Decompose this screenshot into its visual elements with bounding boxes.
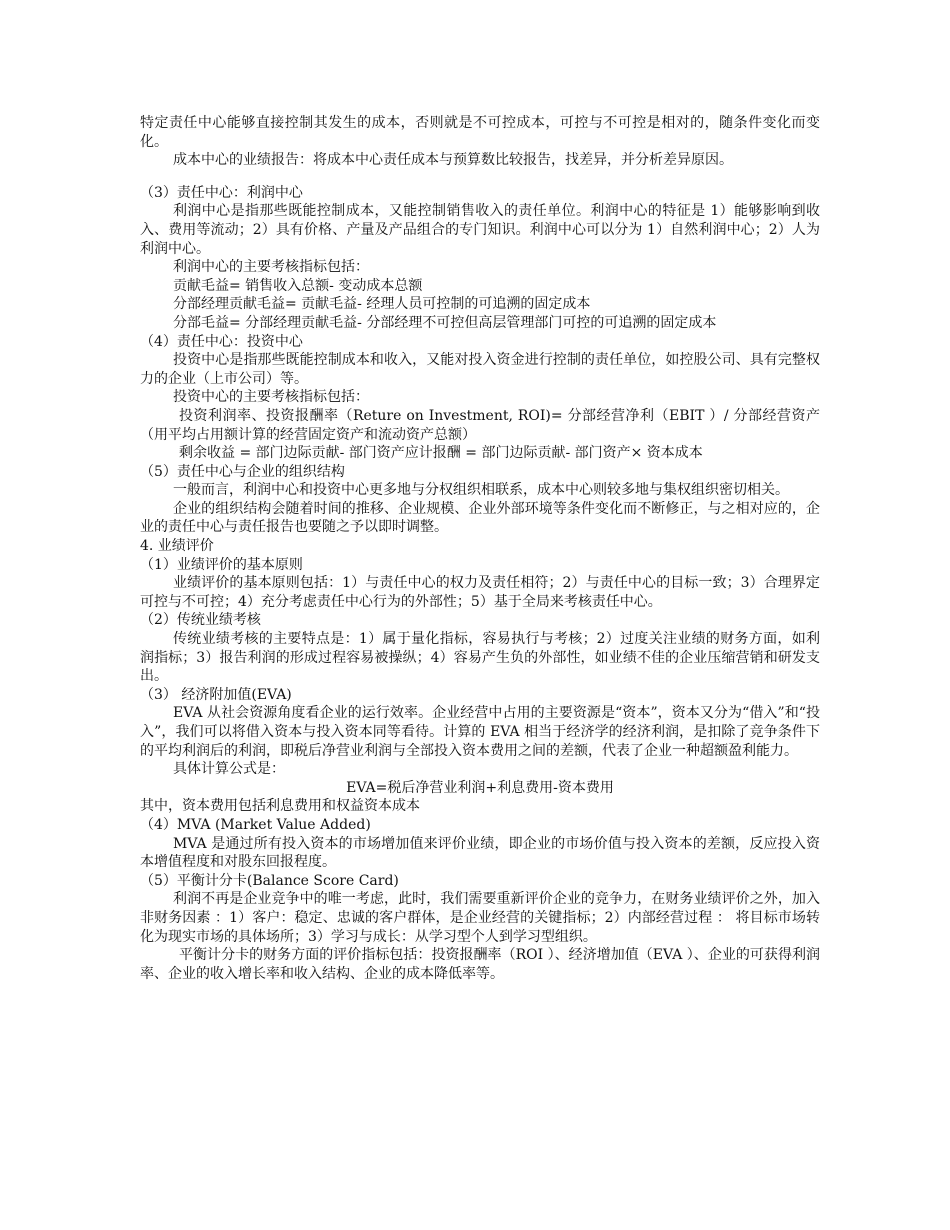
formula-segment-margin: 分部毛益= 分部经理贡献毛益- 分部经理不可控但高层管理部门可控的可追溯的固定成本 xyxy=(173,314,717,331)
formula-eva: EVA=税后净营业利润+利息费用-资本费用 xyxy=(346,779,614,796)
paragraph-investment-center-indicators: 投资中心的主要考核指标包括： xyxy=(173,389,369,406)
paragraph-eva: EVA 从社会资源角度看企业的运行效率。企业经营中占用的主要资源是“资本”，资本又分为“借入”和“投入”，我们可以将借入资本与投入资本同等看待。计算的 EVA 相当于经济学的经济利润，是扣除了竞争条件下的平均利润后的利润，即税后净营业利润与全部投入资本费用之间的差额，代表了企业一种超额盈利能力。 xyxy=(140,705,820,759)
paragraph-controllable-cost: 特定责任中心能够直接控制其发生的成本，否则就是不可控成本，可控与不可控是相对的，随条件变化而变化。 xyxy=(140,115,820,150)
heading-profit-center: （3）责任中心：利润中心 xyxy=(140,184,303,201)
formula-manager-contribution: 分部经理贡献毛益= 贡献毛益- 经理人员可控制的可追溯的固定成本 xyxy=(173,296,591,313)
paragraph-traditional-evaluation: 传统业绩考核的主要特点是：1）属于量化指标，容易执行与考核；2）过度关注业绩的财务方面，如利润指标；3）报告利润的形成过程容易被操纵；4）容易产生负的外部性，如业绩不佳的企业压缩营销和研发支出。 xyxy=(140,631,820,685)
paragraph-scorecard-financial-indicators: 平衡计分卡的财务方面的评价指标包括：投资报酬率（ROI ）、经济增加值（EVA ）、企业的可获得利润率、企业的收入增长率和收入结构、企业的成本降低率等。 xyxy=(140,947,820,982)
paragraph-capital-cost: 其中，资本费用包括利息费用和权益资本成本 xyxy=(140,798,420,815)
paragraph-decentralization: 一般而言，利润中心和投资中心更多地与分权组织相联系，成本中心则较多地与集权组织密切相关。 xyxy=(173,482,789,499)
heading-performance-evaluation: 4. 业绩评价 xyxy=(140,538,214,555)
document-body xyxy=(140,114,820,983)
heading-basic-principles: （1）业绩评价的基本原则 xyxy=(140,556,303,573)
heading-organization-structure: （5）责任中心与企业的组织结构 xyxy=(140,463,345,480)
heading-eva: （3） 经济附加值(EVA) xyxy=(140,686,292,703)
formula-roi: 投资利润率、投资报酬率（Reture on Investment, ROI)= 分部经营净利（EBIT ）/ 分部经营资产（用平均占用额计算的经营固定资产和流动资产总额） xyxy=(140,407,820,443)
blank-line xyxy=(140,170,820,184)
paragraph-structure-adjustment: 企业的组织结构会随着时间的推移、企业规模、企业外部环境等条件变化而不断修正，与之相对应的，企业的责任中心与责任报告也要随之予以即时调整。 xyxy=(140,500,820,536)
paragraph-mva: MVA 是通过所有投入资本的市场增加值来评价业绩，即企业的市场价值与投入资本的差额，反应投入资本增值程度和对股东回报程度。 xyxy=(140,835,820,871)
paragraph-basic-principles: 业绩评价的基本原则包括：1）与责任中心的权力及责任相符；2）与责任中心的目标一致；3）合理界定可控与不可控；4）充分考虑责任中心行为的外部性；5）基于全局来考核责任中心。 xyxy=(140,575,820,610)
paragraph-investment-center-definition: 投资中心是指那些既能控制成本和收入，又能对投入资金进行控制的责任单位，如控股公司、具有完整权力的企业（上市公司）等。 xyxy=(140,352,820,387)
paragraph-balanced-scorecard: 利润不再是企业竞争中的唯一考虑，此时，我们需要重新评价企业的竞争力，在财务业绩评价之外，加入非财务因素 ：1）客户：稳定、忠诚的客户群体，是企业经营的关键指标；2）内部经营过程 ： 将目标市场转化为现实市场的具体场所；3）学习与成长：从学习型个人到学习型组织。 xyxy=(140,891,820,945)
heading-mva: （4）MVA (Market Value Added) xyxy=(140,816,371,833)
paragraph-formula-intro: 具体计算公式是： xyxy=(173,761,285,778)
formula-residual-income: 剩余收益 = 部门边际贡献- 部门资产应计报酬 = 部门边际贡献- 部门资产× 资本成本 xyxy=(179,445,703,462)
formula-contribution-margin: 贡献毛益= 销售收入总额- 变动成本总额 xyxy=(173,277,423,294)
heading-traditional-evaluation: （2）传统业绩考核 xyxy=(140,612,261,629)
heading-investment-center: （4）责任中心：投资中心 xyxy=(140,333,303,350)
paragraph-profit-center-definition: 利润中心是指那些既能控制成本，又能控制销售收入的责任单位。利润中心的特征是 1）能够影响到收入、费用等流动；2）具有价格、产量及产品组合的专门知识。利润中心可以分为 1）自然利润中心；2）人为利润中心。 xyxy=(140,203,820,257)
paragraph-profit-center-indicators: 利润中心的主要考核指标包括： xyxy=(173,259,369,276)
paragraph-cost-center-report: 成本中心的业绩报告：将成本中心责任成本与预算数比较报告，找差异，并分析差异原因。 xyxy=(173,152,733,169)
heading-balanced-scorecard: （5）平衡计分卡(Balance Score Card) xyxy=(140,872,399,889)
